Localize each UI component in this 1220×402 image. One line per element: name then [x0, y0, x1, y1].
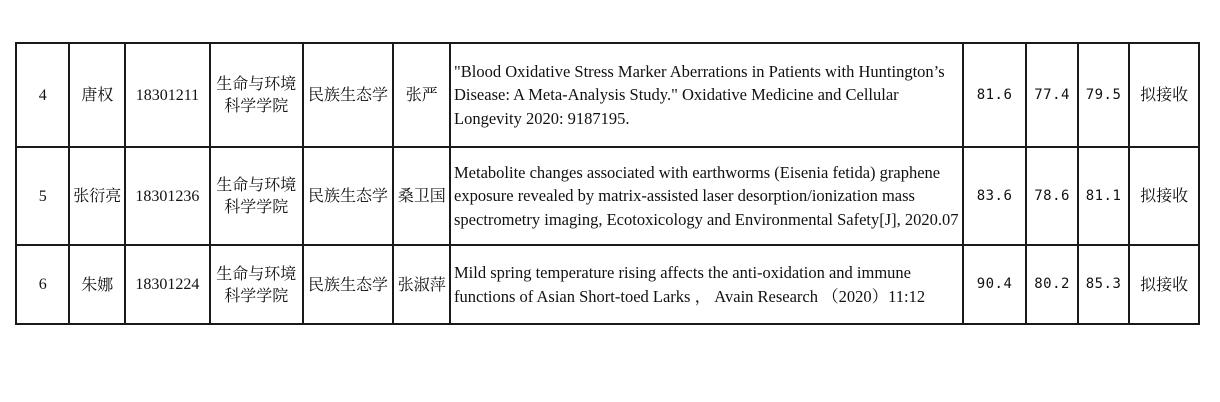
- major: 民族生态学: [303, 43, 394, 147]
- score-2: 78.6: [1026, 147, 1077, 245]
- college: 生命与环境科学学院: [210, 43, 303, 147]
- score-1: 81.6: [963, 43, 1027, 147]
- student-name: 张衍亮: [69, 147, 125, 245]
- admission-result: 拟接收: [1129, 245, 1199, 324]
- publication: Metabolite changes associated with earthworms (Eisenia fetida) graphene exposure revealed by matrix-assisted laser desorption/ionization mass spectrometry imaging, Ecotoxicology and Environmental Safety[J], 2020.07: [450, 147, 963, 245]
- score-3: 81.1: [1078, 147, 1129, 245]
- score-3: 79.5: [1078, 43, 1129, 147]
- major: 民族生态学: [303, 245, 394, 324]
- student-id: 18301236: [125, 147, 210, 245]
- student-id: 18301224: [125, 245, 210, 324]
- publication: Mild spring temperature rising affects the anti-oxidation and immune functions of Asian Short-toed Larks ， Avain Research （2020）11:12: [450, 245, 963, 324]
- student-name: 唐权: [69, 43, 125, 147]
- advisor: 桑卫国: [393, 147, 450, 245]
- table-row: [16, 147, 1199, 245]
- college: 生命与环境科学学院: [210, 147, 303, 245]
- table-row: [16, 43, 1199, 147]
- score-2: 77.4: [1026, 43, 1077, 147]
- score-3: 85.3: [1078, 245, 1129, 324]
- major: 民族生态学: [303, 147, 394, 245]
- row-index: 6: [16, 245, 69, 324]
- score-2: 80.2: [1026, 245, 1077, 324]
- admission-result: 拟接收: [1129, 147, 1199, 245]
- college: 生命与环境科学学院: [210, 245, 303, 324]
- admission-results-table: [15, 42, 1200, 325]
- row-index: 4: [16, 43, 69, 147]
- student-name: 朱娜: [69, 245, 125, 324]
- score-1: 83.6: [963, 147, 1027, 245]
- student-id: 18301211: [125, 43, 210, 147]
- row-index: 5: [16, 147, 69, 245]
- admission-result: 拟接收: [1129, 43, 1199, 147]
- advisor: 张严: [393, 43, 450, 147]
- advisor: 张淑萍: [393, 245, 450, 324]
- publication: "Blood Oxidative Stress Marker Aberrations in Patients with Huntington’s Disease: A Meta-Analysis Study." Oxidative Medicine and Cellular Longevity 2020: 9187195.: [450, 43, 963, 147]
- table-row: [16, 245, 1199, 324]
- score-1: 90.4: [963, 245, 1027, 324]
